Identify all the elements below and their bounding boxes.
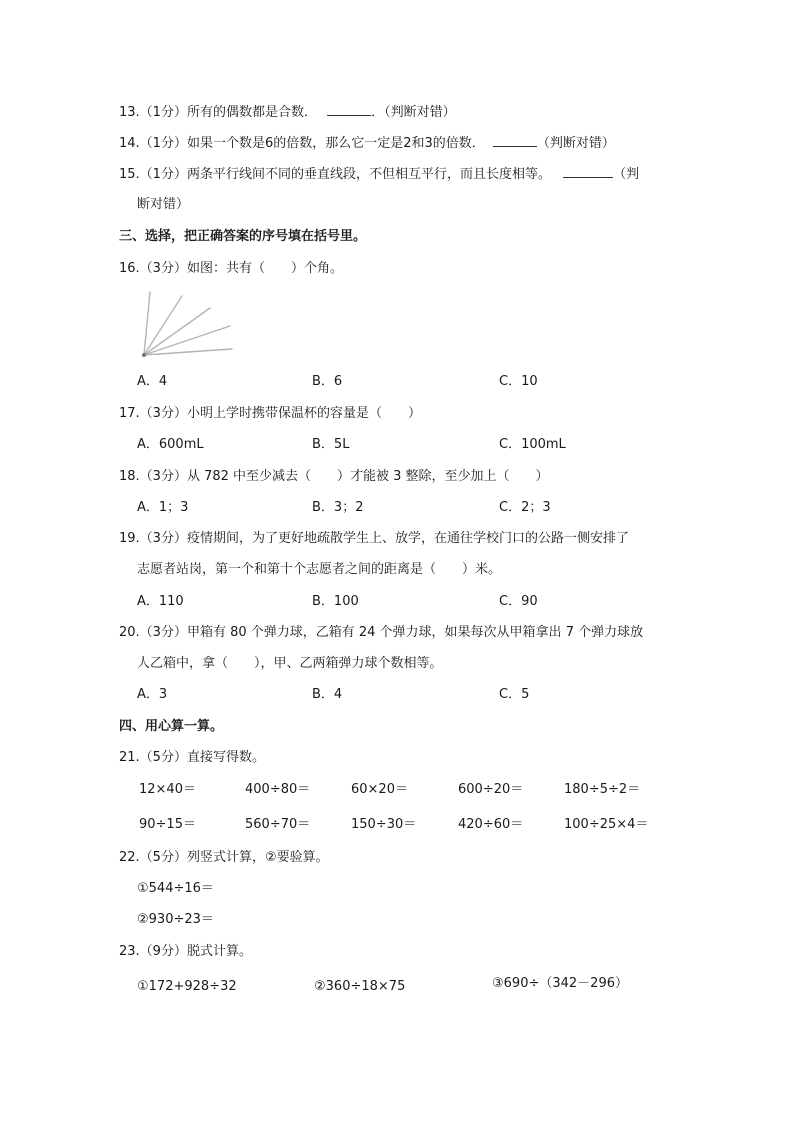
option-c[interactable]: C．2；3 [499,500,551,515]
option-b[interactable]: B．6 [312,374,343,389]
angles-figure [136,288,236,360]
option-b[interactable]: B．100 [312,594,359,609]
question-13 [119,103,456,122]
calc-item: 400÷80＝ [245,782,311,797]
option-a[interactable]: A．4 [137,374,168,389]
question-14 [119,134,615,153]
calc-item: 60×20＝ [351,782,408,797]
answer-blank[interactable] [563,165,613,178]
question-19: 19.（3分）疫情期间，为了更好地疏散学生上、放学，在通往学校门口的公路一侧安排了 [119,531,629,546]
question-15 [119,165,639,184]
question-suffix: ．（判断对错） [371,105,456,120]
question-18: 18.（3分）从 782 中至少减去（ ）才能被 3 整除，至少加上（ ） [119,469,549,484]
question-17: 17.（3分）小明上学时携带保温杯的容量是（ ） [119,406,421,421]
calc-item: ③690÷（342－296） [492,976,628,991]
option-a[interactable]: A．1；3 [137,500,189,515]
option-a[interactable]: A．600mL [137,437,204,452]
calc-item: 150÷30＝ [351,817,417,832]
calc-item: 100÷25×4＝ [564,817,649,832]
ray-3 [144,308,210,355]
calc-item: 600÷20＝ [458,782,524,797]
calc-item: 420÷60＝ [458,817,524,832]
option-c[interactable]: C．100mL [499,437,566,452]
question-text: 15.（1分）两条平行线间不同的垂直线段，不但相互平行，而且长度相等。 [119,167,551,182]
calc-item: ②930÷23＝ [137,912,214,927]
option-b[interactable]: B．5L [312,437,350,452]
answer-blank[interactable] [327,103,371,116]
question-suffix: （判 [613,167,640,182]
vertex [142,353,146,357]
ray-1 [144,292,150,355]
calc-item: 12×40＝ [139,782,196,797]
ray-2 [144,296,182,355]
question-text: 14.（1分）如果一个数是6的倍数，那么它一定是2和3的倍数． [119,136,485,151]
calc-item: ②360÷18×75 [314,979,406,994]
question-23: 23.（9分）脱式计算。 [119,944,252,959]
question-16: 16.（3分）如图：共有（ ）个角。 [119,261,343,276]
question-20-continuation: 人乙箱中，拿（ ），甲、乙两箱弹力球个数相等。 [137,656,443,671]
option-b[interactable]: B．4 [312,687,343,702]
question-22: 22.（5分）列竖式计算，②要验算。 [119,850,329,865]
option-c[interactable]: C．5 [499,687,530,702]
question-15-continuation: 断对错） [137,197,190,212]
answer-blank[interactable] [493,134,537,147]
option-c[interactable]: C．10 [499,374,538,389]
question-20: 20.（3分）甲箱有 80 个弹力球，乙箱有 24 个弹力球，如果每次从甲箱拿出 7 个弹力球放 [119,625,644,640]
option-c[interactable]: C．90 [499,594,538,609]
option-a[interactable]: A．110 [137,594,184,609]
calc-item: 560÷70＝ [245,817,311,832]
option-a[interactable]: A．3 [137,687,168,702]
calc-item: ①544÷16＝ [137,881,214,896]
question-text: 13.（1分）所有的偶数都是合数． [119,105,317,120]
calc-item: 90÷15＝ [139,817,196,832]
option-b[interactable]: B．3；2 [312,500,364,515]
calc-item: ①172+928÷32 [137,979,237,994]
question-21: 21.（5分）直接写得数。 [119,750,265,765]
question-suffix: （判断对错） [536,136,615,151]
question-19-continuation: 志愿者站岗，第一个和第十个志愿者之间的距离是（ ）米。 [137,562,502,577]
section-4-title: 四、用心算一算。 [119,719,224,734]
section-3-title: 三、选择，把正确答案的序号填在括号里。 [119,229,367,244]
calc-item: 180÷5÷2＝ [564,782,641,797]
